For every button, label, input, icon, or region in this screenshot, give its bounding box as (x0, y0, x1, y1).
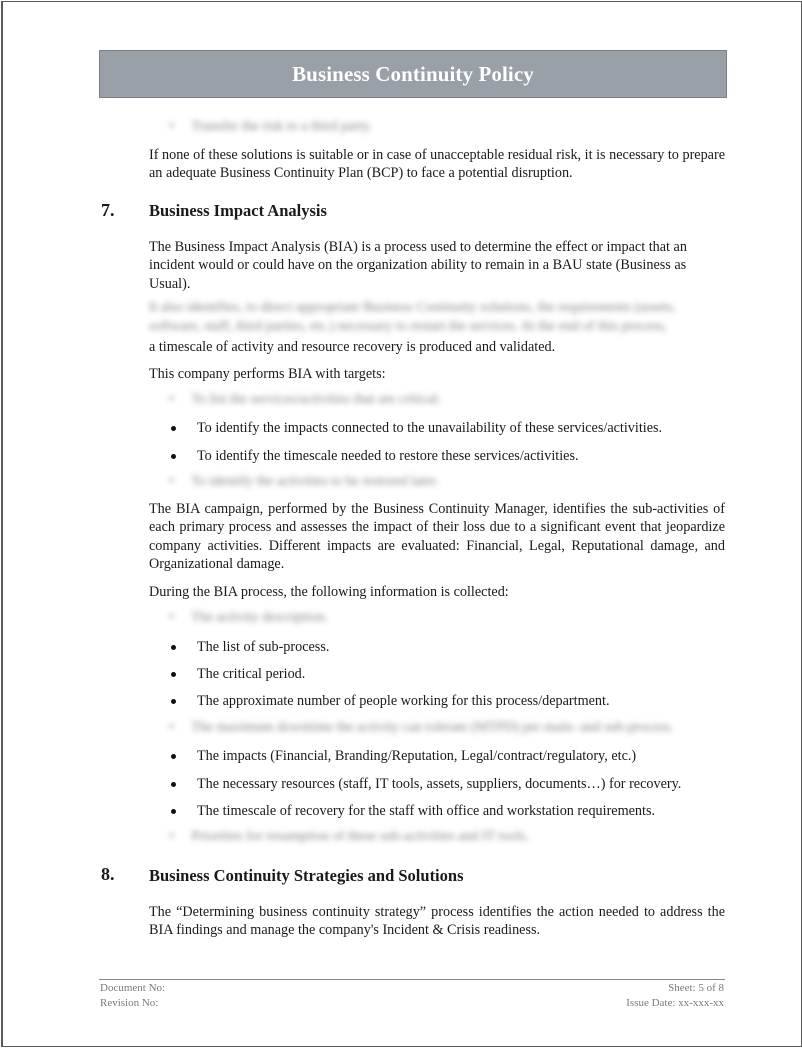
bullet-icon (171, 782, 176, 787)
bullet-icon (171, 699, 176, 704)
sheet-number: Sheet: 5 of 8 (668, 982, 724, 994)
section-7-paragraph-2: a timescale of activity and resource recovery is produced and validated. (149, 339, 556, 355)
section-7-title: Business Impact Analysis (149, 201, 327, 220)
list-item: To identify the timescale needed to restore these services/activities. (171, 447, 579, 465)
blurred-bullet: • The activity description. (169, 610, 328, 625)
list-item: The impacts (Financial, Branding/Reputation, Legal/contract/regulatory, etc.) (171, 747, 636, 765)
section-8-paragraph-1: The “Determining business continuity strategy” process identifies the action needed to address the BIA findings and manage the company's Incident & Crisis readiness. (149, 904, 725, 939)
list-item: The critical period. (171, 665, 305, 683)
blurred-bullet: • To list the services/activities that are critical. (169, 392, 442, 407)
blurred-bullet: • The maximum downtime the activity can tolerate (MTPD) per main- and sub-process. (169, 720, 674, 735)
bullet-icon (171, 672, 176, 677)
bullet-icon (171, 754, 176, 759)
section-8-number: 8. (101, 864, 115, 884)
list-item: To identify the impacts connected to the unavailability of these services/activities. (171, 419, 662, 437)
section-7-paragraph-3: This company performs BIA with targets: (149, 366, 386, 382)
section-7-paragraph-5: During the BIA process, the following information is collected: (149, 584, 509, 600)
blurred-bullet: • Transfer the risk to a third party. (169, 119, 373, 134)
document-number-label: Document No: (100, 982, 166, 994)
footer-divider (99, 979, 725, 980)
section-8-title: Business Continuity Strategies and Solutions (149, 866, 464, 885)
blurred-bullet: • Priorities for resumption of these sub-activities and IT tools. (169, 829, 530, 844)
document-title: Business Continuity Policy (292, 61, 534, 86)
document-title-bar (99, 50, 727, 98)
bullet-icon (171, 645, 176, 650)
intro-paragraph: If none of these solutions is suitable or in case of unacceptable residual risk, it is necessary to prepare an adequate Business Continuity Plan (BCP) to face a potential disruption. (149, 147, 725, 182)
blurred-line: software, staff, third parties, etc.) necessary to restart the services. At the end of this process, (149, 319, 667, 334)
list-item: The timescale of recovery for the staff with office and workstation requirements. (171, 802, 655, 820)
revision-number-label: Revision No: (100, 997, 159, 1009)
list-item: The list of sub-process. (171, 638, 329, 656)
list-item: The approximate number of people working for this process/department. (171, 692, 610, 710)
issue-date: Issue Date: xx-xxx-xx (626, 997, 724, 1009)
document-page (1, 1, 802, 1047)
blurred-line: It also identifies, to direct appropriate Business Continuity solutions, the requirements (assets, (149, 300, 676, 315)
bullet-icon (171, 454, 176, 459)
blurred-bullet: • To identify the activities to be restored later. (169, 474, 439, 489)
section-7-paragraph-1: The Business Impact Analysis (BIA) is a process used to determine the effect or impact that an incident would or could have on the organization ability to remain in a BAU state (Business as Usual). (149, 239, 687, 292)
section-7-number: 7. (101, 200, 115, 220)
bullet-icon (171, 809, 176, 814)
bullet-icon (171, 426, 176, 431)
section-7-paragraph-4: The BIA campaign, performed by the Business Continuity Manager, identifies the sub-activities of each primary process and assesses the impact of their loss due to a significant event that jeopardize company activities. Different impacts are evaluated: Financial, Legal, Reputational damage, and Organizational damage. (149, 501, 725, 573)
list-item: The necessary resources (staff, IT tools, assets, suppliers, documents…) for recovery. (171, 775, 681, 793)
